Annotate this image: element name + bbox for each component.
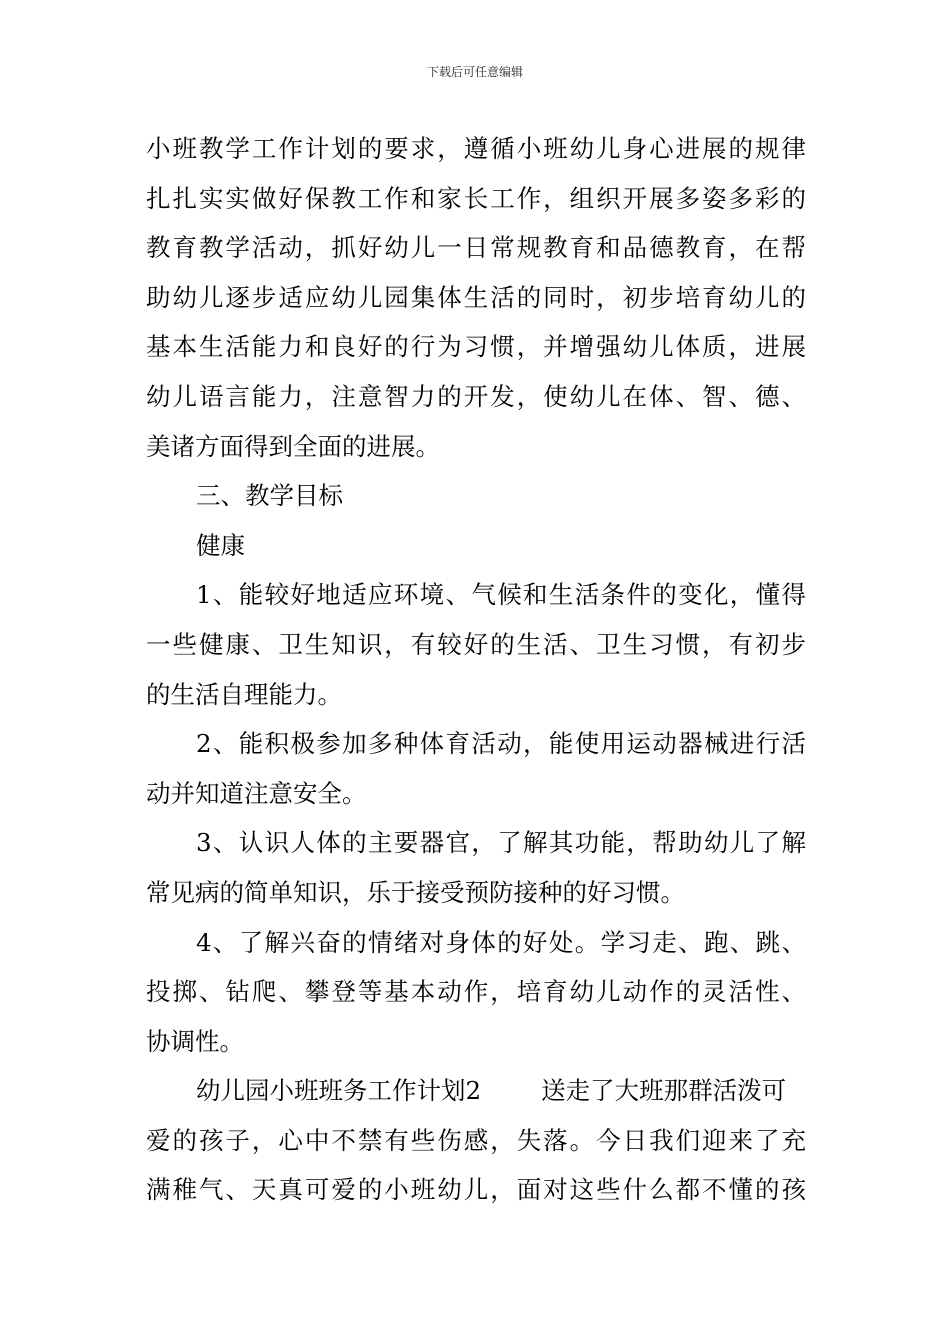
paragraph-line: 美诸方面得到全面的进展。 (146, 431, 440, 461)
paragraph-line: 教育教学活动，抓好幼儿一日常规教育和品德教育，在帮 (146, 233, 806, 263)
paragraph-line: 1、能较好地适应环境、气候和生活条件的变化，懂得 (196, 580, 806, 610)
paragraph-line: 幼儿语言能力，注意智力的开发，使幼儿在体、智、德、 (146, 381, 806, 411)
paragraph-line: 小班教学工作计划的要求，遵循小班幼儿身心进展的规律 (146, 134, 806, 163)
section-heading: 三、教学目标 (196, 481, 343, 511)
paragraph-line: 爱的孩子，心中不禁有些伤感，失落。今日我们迎来了充 (146, 1125, 806, 1155)
body-text (146, 124, 806, 1215)
paragraph-line: 扎扎实实做好保教工作和家长工作，组织开展多姿多彩的 (146, 183, 806, 213)
paragraph-line: 的生活自理能力。 (146, 679, 342, 709)
paragraph-line: 3、认识人体的主要器官，了解其功能，帮助幼儿了解 (196, 828, 806, 858)
paragraph-line: 助幼儿逐步适应幼儿园集体生活的同时，初步培育幼儿的 (146, 282, 806, 312)
paragraph-line: 2、能积极参加多种体育活动，能使用运动器械进行活 (196, 729, 806, 759)
paragraph-line: 基本生活能力和良好的行为习惯，并增强幼儿体质，进展 (146, 332, 806, 362)
paragraph-start: 送走了大班那群活泼可 (541, 1076, 787, 1106)
paragraph-line: 协调性。 (146, 1026, 244, 1056)
paragraph-line: 满稚气、天真可爱的小班幼儿，面对这些什么都不懂的孩 (146, 1175, 806, 1205)
plan-title: 幼儿园小班班务工作计划2 (196, 1076, 482, 1106)
paragraph-line (146, 1066, 806, 1116)
subsection-heading: 健康 (196, 530, 245, 560)
paragraph-line: 常见病的简单知识，乐于接受预防接种的好习惯。 (146, 877, 685, 907)
paragraph-line: 一些健康、卫生知识，有较好的生活、卫生习惯，有初步 (146, 629, 806, 659)
paragraph-line: 动并知道注意安全。 (146, 778, 367, 808)
page-header: 下载后可任意编辑 (426, 65, 523, 79)
paragraph-line: 4、了解兴奋的情绪对身体的好处。学习走、跑、跳、 (196, 927, 806, 957)
paragraph-line: 投掷、钻爬、攀登等基本动作，培育幼儿动作的灵活性、 (146, 977, 806, 1007)
